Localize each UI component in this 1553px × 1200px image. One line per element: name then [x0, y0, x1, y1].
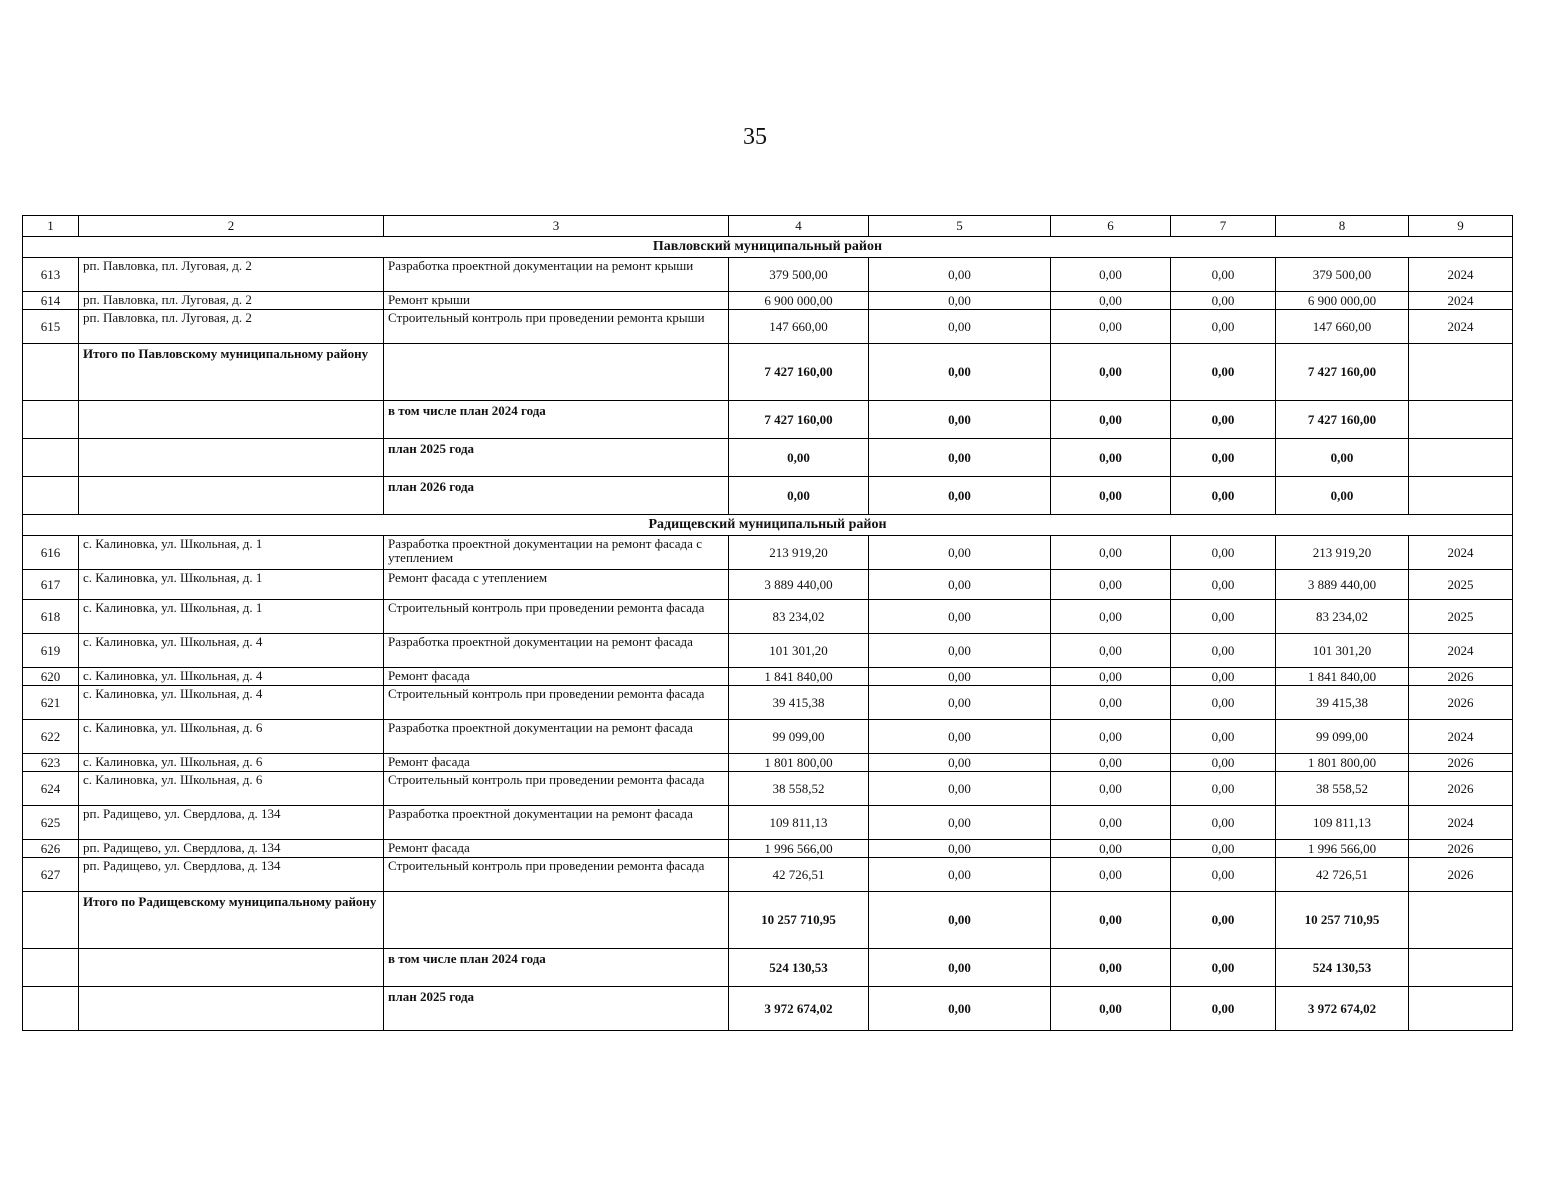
- row-number: 626: [23, 840, 79, 858]
- total-cell-c4: 0,00: [729, 439, 869, 477]
- total-cell-c5: 0,00: [869, 987, 1051, 1031]
- value-cell-c4: 42 726,51: [729, 858, 869, 892]
- total-cell-c8: 7 427 160,00: [1276, 344, 1409, 401]
- total-cell-c4: 7 427 160,00: [729, 344, 869, 401]
- value-cell-c7: 0,00: [1171, 310, 1276, 344]
- value-cell-c5: 0,00: [869, 686, 1051, 720]
- value-cell-c6: 0,00: [1051, 292, 1171, 310]
- work-type-cell: Разработка проектной документации на ремонт фасада с утеплением: [384, 536, 729, 570]
- row-number: 614: [23, 292, 79, 310]
- address-cell: рп. Павловка, пл. Луговая, д. 2: [79, 258, 384, 292]
- value-cell-c8: 213 919,20: [1276, 536, 1409, 570]
- total-cell-c7: 0,00: [1171, 477, 1276, 515]
- address-cell: с. Калиновка, ул. Школьная, д. 6: [79, 772, 384, 806]
- column-header: 7: [1171, 216, 1276, 237]
- value-cell-c6: 0,00: [1051, 536, 1171, 570]
- section-title: Павловский муниципальный район: [23, 237, 1513, 258]
- value-cell-c7: 0,00: [1171, 668, 1276, 686]
- value-cell-c9: 2025: [1409, 570, 1513, 600]
- total-row: [23, 949, 1513, 987]
- value-cell-c5: 0,00: [869, 840, 1051, 858]
- section-title-row: [23, 515, 1513, 536]
- column-header: 6: [1051, 216, 1171, 237]
- address-cell: рп. Радищево, ул. Свердлова, д. 134: [79, 806, 384, 840]
- value-cell-c7: 0,00: [1171, 686, 1276, 720]
- total-cell-c4: 524 130,53: [729, 949, 869, 987]
- value-cell-c4: 3 889 440,00: [729, 570, 869, 600]
- value-cell-c8: 109 811,13: [1276, 806, 1409, 840]
- address-cell: рп. Радищево, ул. Свердлова, д. 134: [79, 858, 384, 892]
- value-cell-c8: 101 301,20: [1276, 634, 1409, 668]
- value-cell-c9: 2024: [1409, 258, 1513, 292]
- value-cell-c5: 0,00: [869, 720, 1051, 754]
- address-cell: с. Калиновка, ул. Школьная, д. 4: [79, 634, 384, 668]
- work-type-cell: Ремонт фасада: [384, 840, 729, 858]
- column-header: 1: [23, 216, 79, 237]
- total-cell-c4: 7 427 160,00: [729, 401, 869, 439]
- table-row: [23, 258, 1513, 292]
- row-number: 616: [23, 536, 79, 570]
- address-cell: рп. Павловка, пл. Луговая, д. 2: [79, 310, 384, 344]
- value-cell-c6: 0,00: [1051, 668, 1171, 686]
- address-cell: с. Калиновка, ул. Школьная, д. 4: [79, 668, 384, 686]
- empty-cell: [23, 949, 79, 987]
- total-cell-c4: 3 972 674,02: [729, 987, 869, 1031]
- value-cell-c7: 0,00: [1171, 858, 1276, 892]
- work-type-cell: Разработка проектной документации на ремонт фасада: [384, 720, 729, 754]
- work-type-cell: Ремонт крыши: [384, 292, 729, 310]
- value-cell-c8: 99 099,00: [1276, 720, 1409, 754]
- empty-cell: [23, 892, 79, 949]
- value-cell-c6: 0,00: [1051, 600, 1171, 634]
- total-cell-c6: 0,00: [1051, 401, 1171, 439]
- value-cell-c5: 0,00: [869, 600, 1051, 634]
- row-number: 613: [23, 258, 79, 292]
- row-number: 627: [23, 858, 79, 892]
- value-cell-c8: 1 841 840,00: [1276, 668, 1409, 686]
- total-row: [23, 477, 1513, 515]
- repair-plan-table: [22, 215, 1513, 1031]
- section-title-row: [23, 237, 1513, 258]
- empty-cell: [1409, 892, 1513, 949]
- work-type-cell: Разработка проектной документации на ремонт фасада: [384, 806, 729, 840]
- value-cell-c8: 3 889 440,00: [1276, 570, 1409, 600]
- total-cell-c6: 0,00: [1051, 987, 1171, 1031]
- total-label: [79, 401, 384, 439]
- empty-cell: [23, 439, 79, 477]
- row-number: 622: [23, 720, 79, 754]
- plan-label: в том числе план 2024 года: [384, 949, 729, 987]
- total-cell-c8: 10 257 710,95: [1276, 892, 1409, 949]
- value-cell-c8: 1 801 800,00: [1276, 754, 1409, 772]
- total-cell-c7: 0,00: [1171, 401, 1276, 439]
- value-cell-c6: 0,00: [1051, 258, 1171, 292]
- value-cell-c9: 2024: [1409, 634, 1513, 668]
- plan-label: [384, 892, 729, 949]
- empty-cell: [23, 344, 79, 401]
- address-cell: с. Калиновка, ул. Школьная, д. 6: [79, 720, 384, 754]
- value-cell-c7: 0,00: [1171, 720, 1276, 754]
- value-cell-c6: 0,00: [1051, 858, 1171, 892]
- value-cell-c4: 38 558,52: [729, 772, 869, 806]
- value-cell-c9: 2024: [1409, 536, 1513, 570]
- value-cell-c5: 0,00: [869, 806, 1051, 840]
- total-cell-c8: 7 427 160,00: [1276, 401, 1409, 439]
- value-cell-c8: 39 415,38: [1276, 686, 1409, 720]
- total-cell-c7: 0,00: [1171, 949, 1276, 987]
- total-cell-c7: 0,00: [1171, 987, 1276, 1031]
- table-row: [23, 634, 1513, 668]
- total-cell-c7: 0,00: [1171, 439, 1276, 477]
- plan-label: в том числе план 2024 года: [384, 401, 729, 439]
- table-row: [23, 720, 1513, 754]
- row-number: 621: [23, 686, 79, 720]
- column-header: 9: [1409, 216, 1513, 237]
- empty-cell: [23, 477, 79, 515]
- address-cell: рп. Радищево, ул. Свердлова, д. 134: [79, 840, 384, 858]
- empty-cell: [23, 401, 79, 439]
- total-cell-c7: 0,00: [1171, 344, 1276, 401]
- work-type-cell: Строительный контроль при проведении ремонта фасада: [384, 600, 729, 634]
- page-number: 35: [743, 124, 767, 150]
- address-cell: с. Калиновка, ул. Школьная, д. 1: [79, 600, 384, 634]
- total-cell-c4: 10 257 710,95: [729, 892, 869, 949]
- total-row: [23, 439, 1513, 477]
- total-row: [23, 987, 1513, 1031]
- value-cell-c6: 0,00: [1051, 806, 1171, 840]
- value-cell-c7: 0,00: [1171, 772, 1276, 806]
- row-number: 623: [23, 754, 79, 772]
- value-cell-c6: 0,00: [1051, 570, 1171, 600]
- value-cell-c6: 0,00: [1051, 772, 1171, 806]
- value-cell-c7: 0,00: [1171, 600, 1276, 634]
- work-type-cell: Строительный контроль при проведении ремонта фасада: [384, 772, 729, 806]
- row-number: 625: [23, 806, 79, 840]
- address-cell: с. Калиновка, ул. Школьная, д. 1: [79, 570, 384, 600]
- empty-cell: [1409, 401, 1513, 439]
- value-cell-c4: 1 841 840,00: [729, 668, 869, 686]
- total-row: [23, 892, 1513, 949]
- value-cell-c4: 379 500,00: [729, 258, 869, 292]
- total-cell-c5: 0,00: [869, 477, 1051, 515]
- table-row: [23, 858, 1513, 892]
- value-cell-c9: 2026: [1409, 772, 1513, 806]
- total-row: [23, 401, 1513, 439]
- total-cell-c7: 0,00: [1171, 892, 1276, 949]
- column-header: 5: [869, 216, 1051, 237]
- empty-cell: [1409, 987, 1513, 1031]
- plan-label: план 2025 года: [384, 987, 729, 1031]
- value-cell-c5: 0,00: [869, 772, 1051, 806]
- work-type-cell: Ремонт фасада с утеплением: [384, 570, 729, 600]
- table-row: [23, 806, 1513, 840]
- total-row: [23, 344, 1513, 401]
- work-type-cell: Ремонт фасада: [384, 668, 729, 686]
- value-cell-c8: 38 558,52: [1276, 772, 1409, 806]
- empty-cell: [23, 987, 79, 1031]
- total-cell-c6: 0,00: [1051, 344, 1171, 401]
- value-cell-c9: 2025: [1409, 600, 1513, 634]
- work-type-cell: Ремонт фасада: [384, 754, 729, 772]
- total-cell-c5: 0,00: [869, 949, 1051, 987]
- value-cell-c9: 2026: [1409, 858, 1513, 892]
- total-label: [79, 949, 384, 987]
- row-number: 620: [23, 668, 79, 686]
- table-row: [23, 570, 1513, 600]
- value-cell-c4: 6 900 000,00: [729, 292, 869, 310]
- empty-cell: [1409, 344, 1513, 401]
- value-cell-c9: 2026: [1409, 686, 1513, 720]
- value-cell-c7: 0,00: [1171, 570, 1276, 600]
- plan-label: [384, 344, 729, 401]
- total-cell-c6: 0,00: [1051, 477, 1171, 515]
- value-cell-c4: 83 234,02: [729, 600, 869, 634]
- plan-label: план 2026 года: [384, 477, 729, 515]
- value-cell-c5: 0,00: [869, 310, 1051, 344]
- value-cell-c8: 6 900 000,00: [1276, 292, 1409, 310]
- value-cell-c9: 2026: [1409, 754, 1513, 772]
- value-cell-c6: 0,00: [1051, 634, 1171, 668]
- value-cell-c6: 0,00: [1051, 720, 1171, 754]
- value-cell-c7: 0,00: [1171, 806, 1276, 840]
- value-cell-c4: 213 919,20: [729, 536, 869, 570]
- total-label: Итого по Радищевскому муниципальному району: [79, 892, 384, 949]
- value-cell-c8: 147 660,00: [1276, 310, 1409, 344]
- value-cell-c8: 1 996 566,00: [1276, 840, 1409, 858]
- table-row: [23, 772, 1513, 806]
- table-row: [23, 536, 1513, 570]
- value-cell-c9: 2026: [1409, 668, 1513, 686]
- value-cell-c4: 1 996 566,00: [729, 840, 869, 858]
- total-cell-c5: 0,00: [869, 344, 1051, 401]
- value-cell-c5: 0,00: [869, 858, 1051, 892]
- total-label: [79, 439, 384, 477]
- value-cell-c7: 0,00: [1171, 536, 1276, 570]
- row-number: 615: [23, 310, 79, 344]
- total-label: [79, 477, 384, 515]
- value-cell-c5: 0,00: [869, 634, 1051, 668]
- table-row: [23, 668, 1513, 686]
- value-cell-c7: 0,00: [1171, 840, 1276, 858]
- total-cell-c6: 0,00: [1051, 892, 1171, 949]
- value-cell-c9: 2024: [1409, 720, 1513, 754]
- total-cell-c5: 0,00: [869, 892, 1051, 949]
- table-row: [23, 600, 1513, 634]
- value-cell-c7: 0,00: [1171, 754, 1276, 772]
- value-cell-c5: 0,00: [869, 536, 1051, 570]
- row-number: 624: [23, 772, 79, 806]
- value-cell-c7: 0,00: [1171, 292, 1276, 310]
- row-number: 619: [23, 634, 79, 668]
- table-row: [23, 686, 1513, 720]
- value-cell-c8: 379 500,00: [1276, 258, 1409, 292]
- total-cell-c5: 0,00: [869, 401, 1051, 439]
- work-type-cell: Строительный контроль при проведении ремонта фасада: [384, 686, 729, 720]
- total-cell-c4: 0,00: [729, 477, 869, 515]
- total-cell-c8: 524 130,53: [1276, 949, 1409, 987]
- total-cell-c5: 0,00: [869, 439, 1051, 477]
- total-cell-c6: 0,00: [1051, 949, 1171, 987]
- total-cell-c8: 0,00: [1276, 477, 1409, 515]
- value-cell-c6: 0,00: [1051, 840, 1171, 858]
- value-cell-c5: 0,00: [869, 292, 1051, 310]
- total-label: [79, 987, 384, 1031]
- value-cell-c9: 2024: [1409, 806, 1513, 840]
- value-cell-c4: 109 811,13: [729, 806, 869, 840]
- value-cell-c4: 39 415,38: [729, 686, 869, 720]
- value-cell-c7: 0,00: [1171, 634, 1276, 668]
- column-header: 2: [79, 216, 384, 237]
- address-cell: рп. Павловка, пл. Луговая, д. 2: [79, 292, 384, 310]
- value-cell-c6: 0,00: [1051, 754, 1171, 772]
- column-header: 4: [729, 216, 869, 237]
- row-number: 617: [23, 570, 79, 600]
- value-cell-c9: 2024: [1409, 292, 1513, 310]
- table-row: [23, 840, 1513, 858]
- address-cell: с. Калиновка, ул. Школьная, д. 1: [79, 536, 384, 570]
- value-cell-c5: 0,00: [869, 668, 1051, 686]
- address-cell: с. Калиновка, ул. Школьная, д. 6: [79, 754, 384, 772]
- total-cell-c8: 3 972 674,02: [1276, 987, 1409, 1031]
- empty-cell: [1409, 439, 1513, 477]
- section-title: Радищевский муниципальный район: [23, 515, 1513, 536]
- empty-cell: [1409, 477, 1513, 515]
- value-cell-c5: 0,00: [869, 570, 1051, 600]
- column-header: 3: [384, 216, 729, 237]
- value-cell-c5: 0,00: [869, 258, 1051, 292]
- address-cell: с. Калиновка, ул. Школьная, д. 4: [79, 686, 384, 720]
- value-cell-c9: 2024: [1409, 310, 1513, 344]
- table-row: [23, 754, 1513, 772]
- total-cell-c8: 0,00: [1276, 439, 1409, 477]
- value-cell-c9: 2026: [1409, 840, 1513, 858]
- column-header: 8: [1276, 216, 1409, 237]
- total-label: Итого по Павловскому муниципальному району: [79, 344, 384, 401]
- value-cell-c4: 1 801 800,00: [729, 754, 869, 772]
- table-header-row: [23, 216, 1513, 237]
- value-cell-c8: 83 234,02: [1276, 600, 1409, 634]
- row-number: 618: [23, 600, 79, 634]
- value-cell-c7: 0,00: [1171, 258, 1276, 292]
- value-cell-c4: 147 660,00: [729, 310, 869, 344]
- plan-label: план 2025 года: [384, 439, 729, 477]
- value-cell-c8: 42 726,51: [1276, 858, 1409, 892]
- work-type-cell: Разработка проектной документации на ремонт крыши: [384, 258, 729, 292]
- table-row: [23, 292, 1513, 310]
- work-type-cell: Разработка проектной документации на ремонт фасада: [384, 634, 729, 668]
- value-cell-c4: 101 301,20: [729, 634, 869, 668]
- value-cell-c5: 0,00: [869, 754, 1051, 772]
- value-cell-c6: 0,00: [1051, 310, 1171, 344]
- value-cell-c6: 0,00: [1051, 686, 1171, 720]
- value-cell-c4: 99 099,00: [729, 720, 869, 754]
- table-row: [23, 310, 1513, 344]
- work-type-cell: Строительный контроль при проведении ремонта крыши: [384, 310, 729, 344]
- total-cell-c6: 0,00: [1051, 439, 1171, 477]
- empty-cell: [1409, 949, 1513, 987]
- work-type-cell: Строительный контроль при проведении ремонта фасада: [384, 858, 729, 892]
